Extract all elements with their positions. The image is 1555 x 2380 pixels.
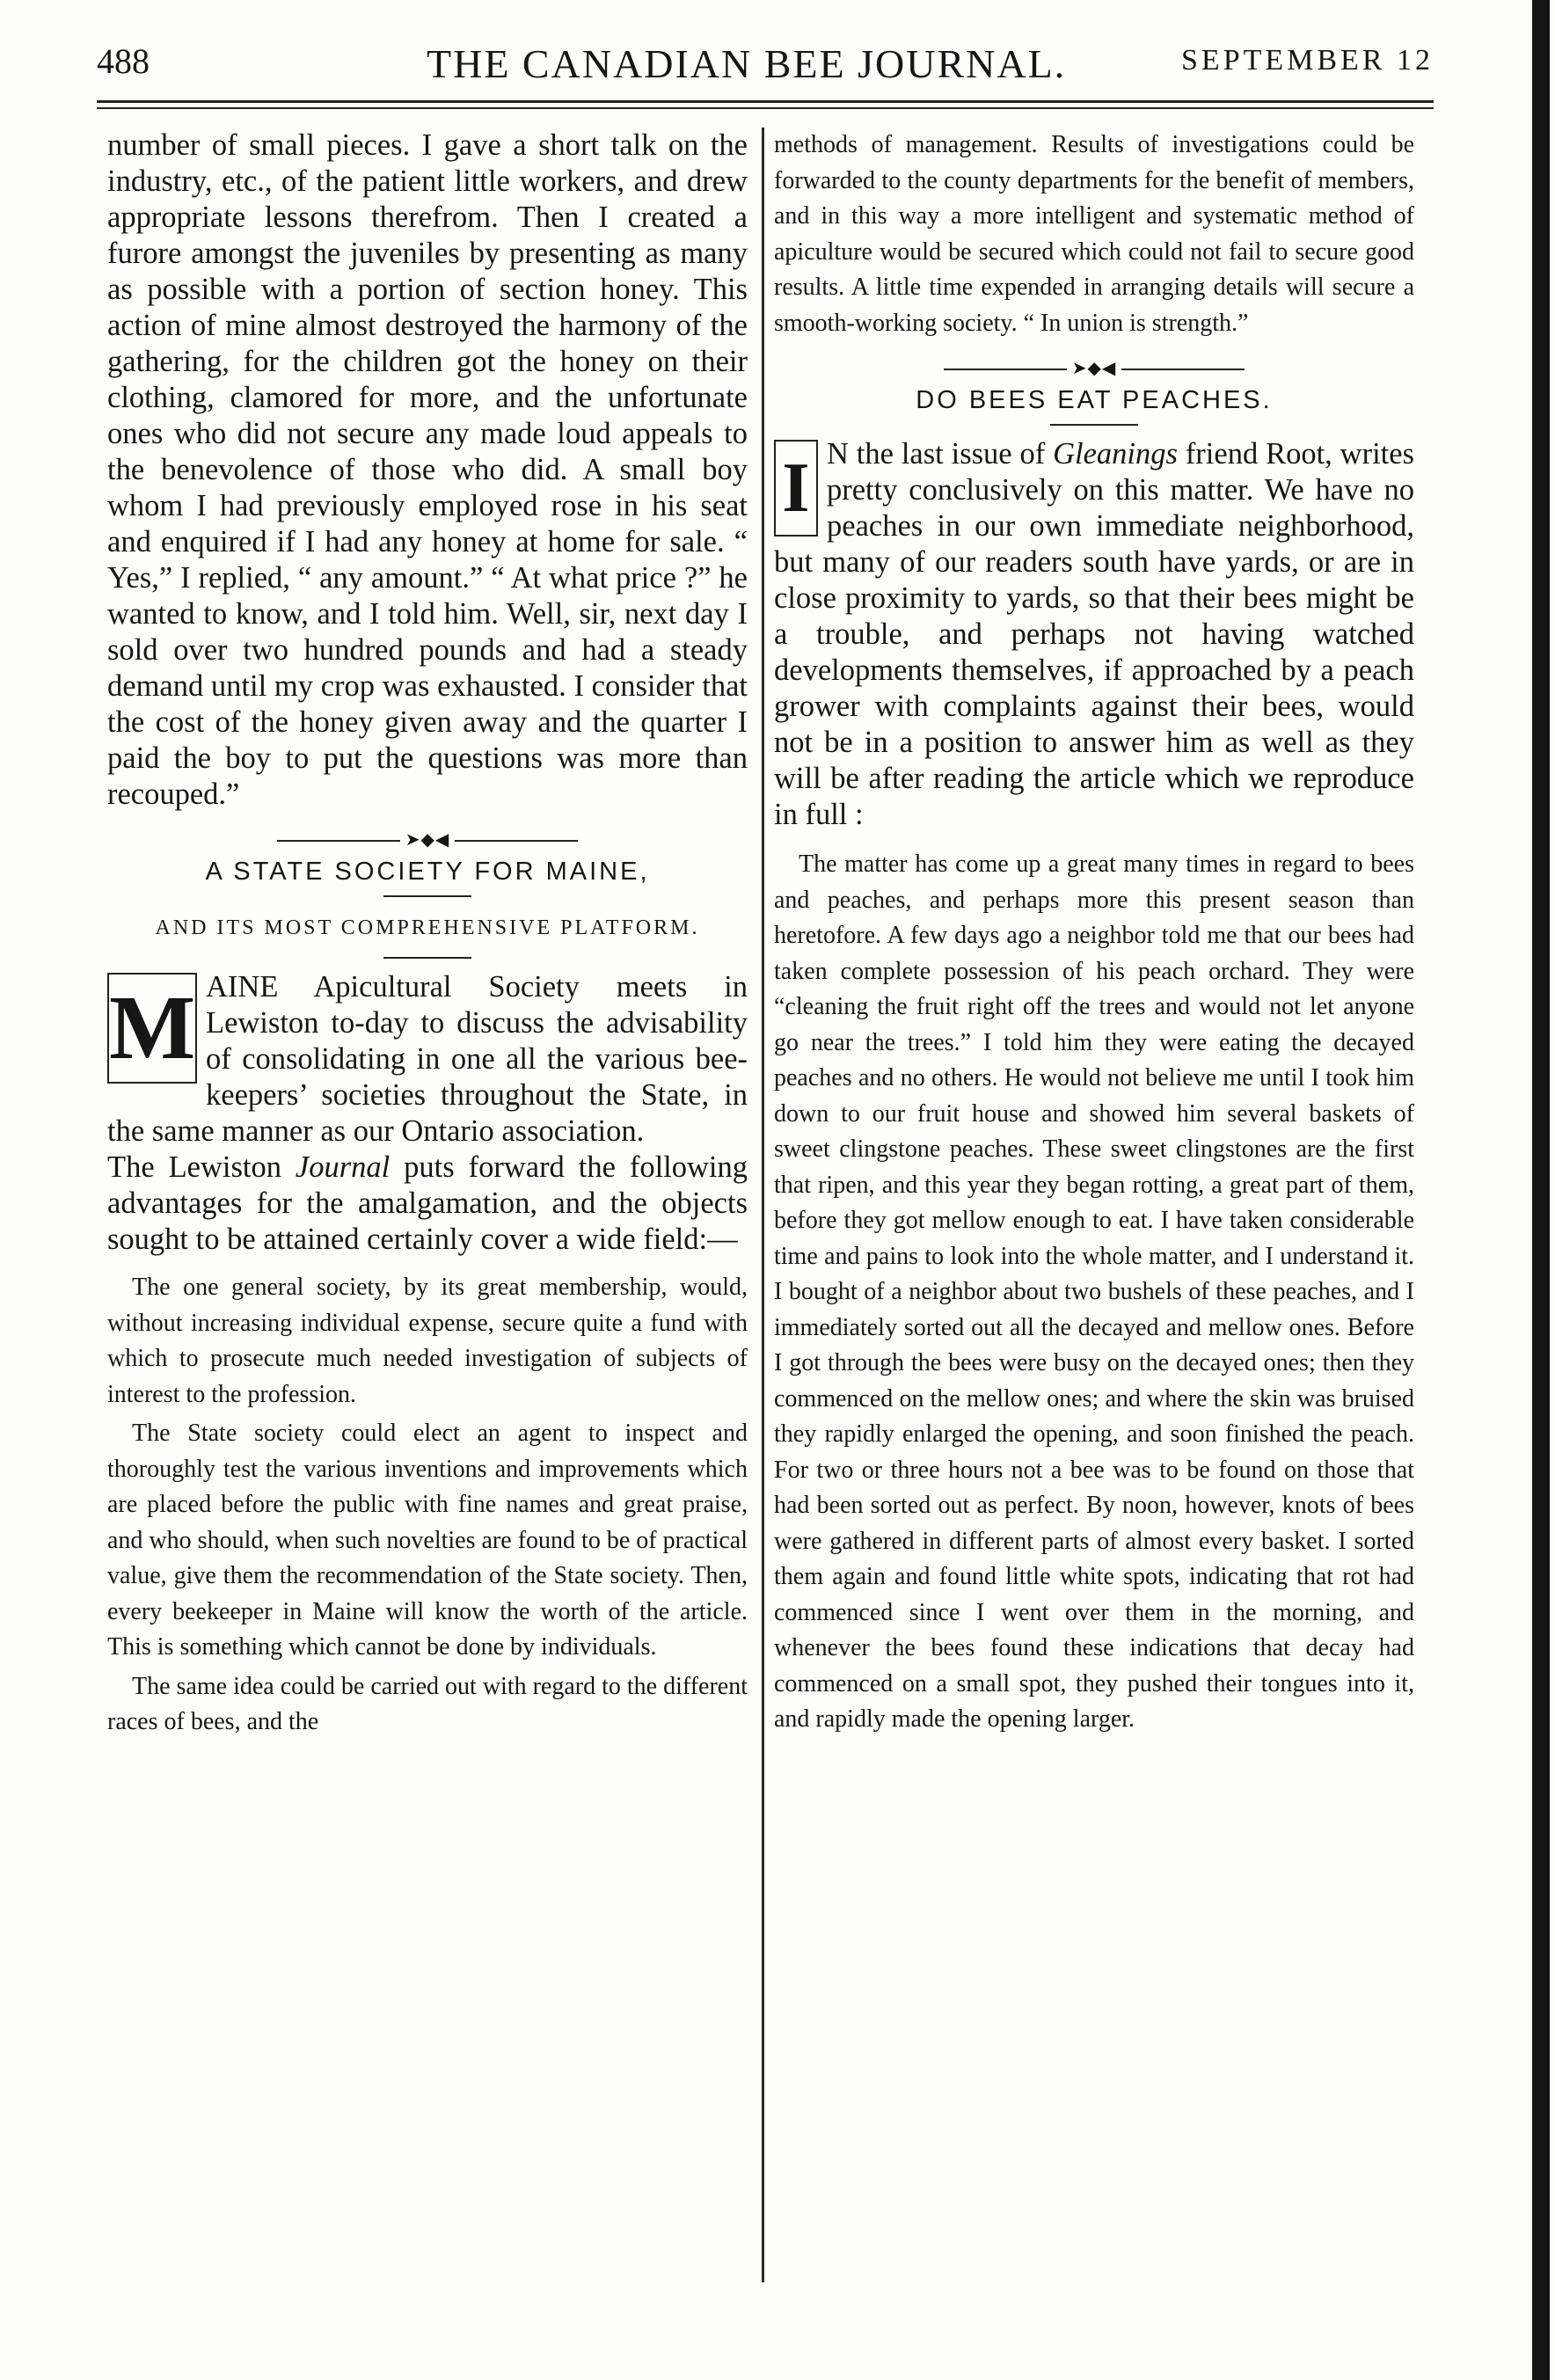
- ornament-glyph: ➤◆◀: [1071, 359, 1117, 378]
- dropcap-letter: M: [109, 977, 196, 1078]
- title-rule: [1050, 424, 1138, 426]
- title-rule: [383, 895, 471, 897]
- peaches-intro-pre: N the last issue of: [827, 437, 1054, 471]
- maine-intro-pre: The Lewiston: [107, 1150, 296, 1184]
- ornament-rule-right: [1121, 369, 1245, 370]
- quote-paragraph: The same idea could be carried out with regard to the different races of bees, and the: [107, 1672, 748, 1735]
- maine-quote: [107, 1270, 748, 1741]
- ornament-glyph: ➤◆◀: [405, 830, 450, 850]
- journal-name: Journal: [295, 1150, 391, 1184]
- article-title-peaches: DO BEES EAT PEACHES.: [916, 386, 1273, 414]
- dropcap-letter: I: [782, 449, 810, 527]
- dropcap-i: [774, 440, 818, 537]
- subtitle-rule: [383, 957, 471, 959]
- dropcap-m: [107, 973, 197, 1084]
- header-rule: [97, 100, 1434, 103]
- article-subtitle-maine: AND ITS MOST COMPREHENSIVE PLATFORM.: [155, 916, 700, 939]
- peaches-intro: [774, 436, 1414, 833]
- header-rule-double: [97, 107, 1434, 109]
- left-column: [107, 128, 748, 1744]
- ornament-rule-left: [944, 369, 1067, 370]
- ornament-rule-right: [455, 840, 578, 842]
- section-ornament: [774, 357, 1414, 379]
- peaches-intro-post: friend Root, writes pretty conclusively on this matter. We have no peaches in our own immediate neighborhood, but many of our readers south have yards, or are in close proximity to yards, so that their bees might be a trouble, and perhaps not having watched developments themselves, if approached by a peach grower with complaints against their bees, would not be in a position to answer him as well as they will be after reading the article which we reproduce in full :: [774, 437, 1414, 831]
- quote-paragraph: The matter has come up a great many times in regard to bees and peaches, and perhaps more this present season than heretofore. A few days ago a neighbor told me that our bees had taken complete possession of his peach orchard. They were “cleaning the fruit right off the trees and would not let anyone go near the trees.” I told him they were eating the decayed peaches and no others. He would not believe me until I took him down to our fruit house and showed him several baskets of sweet clingstone peaches. These sweet clingstones are the first that ripen, and this year they began rotting, a great part of them, before they got mellow enough to eat. I have taken considerable time and pains to look into the whole matter, and I understand it. I bought of a neighbor about two bushels of these peaches, and I immediately sorted out all the decayed and mellow ones. Before I got through the bees were busy on the decayed ones; then they commenced on the mellow ones; and where the skin was bruised they rapidly enlarged the opening, and soon finished the peach. For two or three hours not a bee was to be found on those that had been sorted out as perfect. By noon, however, knots of bees were gathered in different parts of almost every basket. I sorted them again and found little white spots, indicating that rot had commenced since I went over them in the morning, and whenever the bees found these indications that decay had commenced on a small spot, they pushed their tongues into it, and rapidly made the opening larger.: [774, 851, 1414, 1733]
- right-column: [774, 128, 1414, 1741]
- maine-intro: [107, 969, 748, 1258]
- article-title-maine: A STATE SOCIETY FOR MAINE,: [205, 858, 650, 886]
- ornament-rule-left: [277, 840, 400, 842]
- quote-paragraph: The State society could elect an agent to inspect and thoroughly test the various inventions and improvements which are placed before the public with fine names and great praise, and who should, when such novelties are found to be of practical value, give them the recommendation of the State society. Then, every beekeeper in Maine will know the worth of the article. This is something which cannot be done by individuals.: [107, 1420, 748, 1661]
- quote-paragraph: The one general society, by its great membership, would, without increasing individual expense, secure quite a fund with which to prosecute much needed investigation of subjects of interest to the profession.: [107, 1274, 748, 1408]
- issue-date: SEPTEMBER 12: [1181, 44, 1434, 77]
- page-number: 488: [97, 41, 150, 81]
- gleanings-name: Gleanings: [1053, 437, 1178, 471]
- quote-paragraph: methods of management. Results of investigations could be forwarded to the county departments for the benefit of members, and in this way a more intelligent and systematic method of apiculture would be secured which could not fail to secure good results. A little time expended in arranging details will secure a smooth-working society. “ In union is strength.”: [774, 131, 1414, 337]
- maine-intro-text: AINE Apicultural Society meets in Lewiston to-day to discuss the advisability of consolidating in one all the various bee-keepers’ societies throughout the State, in the same manner as our Ontario association.: [107, 970, 748, 1148]
- page-binding-edge: [1532, 0, 1550, 2380]
- continued-maine-text: [774, 128, 1414, 341]
- maine-intro-post: puts forward the following advantages for the amalgamation, and the objects sought to be attained certainly cover a wide field:—: [107, 1150, 748, 1256]
- page-header: [97, 40, 1434, 93]
- journal-title: THE CANADIAN BEE JOURNAL.: [427, 41, 1067, 86]
- continued-article-text: number of small pieces. I gave a short talk on the industry, etc., of the patient little workers, and drew appropriate lessons therefrom. Then I created a furore amongst the juveniles by presenting as many as possible with a portion of section honey. This action of mine almost destroyed the harmony of the gathering, for the children got the honey on their clothing, clamored for more, and the unfortunate ones who did not secure any made loud appeals to the benevolence of those who did. A small boy whom I had previously employed rose in his seat and enquired if I had any honey at home for sale. “ Yes,” I replied, “ any amount.” “ At what price ?” he wanted to know, and I told him. Well, sir, next day I sold over two hundred pounds and had a steady demand until my crop was exhausted. I consider that the cost of the honey given away and the quarter I paid the boy to put the questions was more than recouped.”: [107, 128, 748, 811]
- section-ornament: [107, 829, 748, 851]
- peaches-quote: [774, 847, 1414, 1738]
- column-divider: [762, 128, 764, 2282]
